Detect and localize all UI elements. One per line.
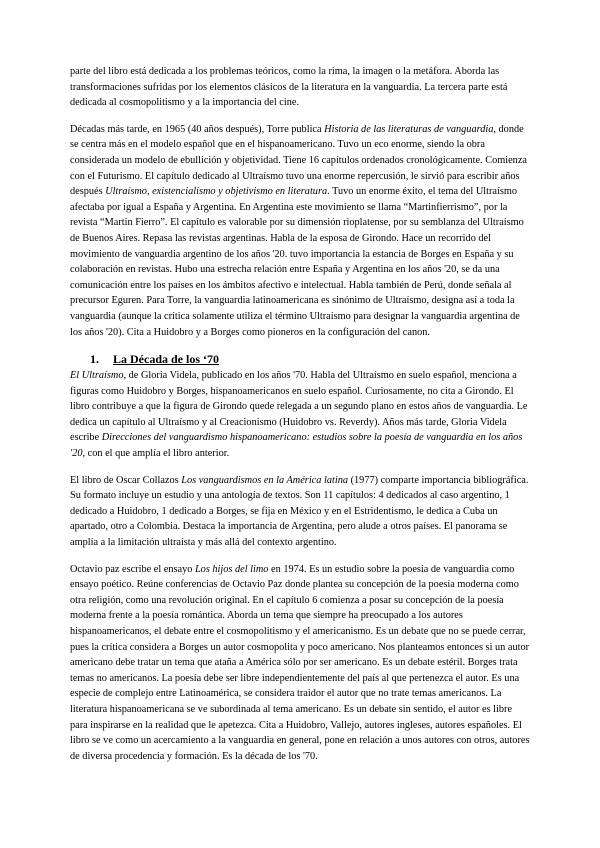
italic-title-text: Historia de las literaturas de vanguardia <box>324 123 494 135</box>
paragraph <box>70 368 530 462</box>
section-number: 1. <box>90 352 99 367</box>
paragraph-text: (1977) comparte importancia bibliográfica. Su formato incluye un estudio y una antología de textos. Son 11 capítulos: 4 dedicados al caso argentino, 1 dedicado a Huidobro, 1 dedicado a Borges, se fija en México y en el Estridentismo, le dedica a Cuba un apartado, otro a Colombia. Destaca la importancia de Argentina, pero alude a otros países. El panorama se amplía a la limitación ultraísta y más allá del contexto argentino. <box>70 474 529 549</box>
section-title: La Década de los ‘70 <box>113 352 219 367</box>
paragraph-text: . Tuvo un enorme éxito, el tema del Ultraísmo afectaba por igual a España y Argentina. En Argentina este movimiento se llama “Martinfierrismo”, por la revista “Martín Fierro”. El capítulo es valorable por su dimensión rioplatense, por su semblanza del Ultraísmo de Buenos Aires. Repasa las revistas argentinas. Habla de la esposa de Girondo. Hace un recorrido del movimiento de vanguardia argentino de los años '20. tuvo importancia la estancia de Borges en España y su colaboración en revistas. Hubo una estrecha relación entre España y Argentina en los años '20, se da una comunicación entre los países en los ámbitos afectivo e intelectual. Habla también de Perú, donde señala al precursor Eguren. Para Torre, la vanguardia latinoamericana es sinónimo de Ultraísmo, designa así a toda la vanguardia (aunque la crítica solamente utiliza el término Ultraísmo para designar la vanguardia argentina de los años '20). Cita a Huidobro y a Borges como pioneros en la configuración del canon. <box>70 186 524 338</box>
paragraph-text: en 1974. Es un estudio sobre la poesía de vanguardia como ensayo poético. Reúne conferencias de Octavio Paz donde plantea su concepción de la poesía moderna como otra religión, como una revolución original. En el capítulo 6 comienza a posar su concepción de la poesía moderna frente a la poesía romántica. Aborda un tema que siempre ha preocupado a los autores hispanoamericanos, el debate entre el cosmopolitismo y el americanismo. Es un debate que no se puede cerrar, pues la crítica considera a Borges un autor cosmopolita y poco americano. Nos planteamos entonces si un autor americano debe tratar un tema que ataña a América sólo por ser americano. Es un debate estéril. Borges trata temas no americanos. La poesía debe ser libre independientemente del país al que pertenezca el autor. Es una especie de complejo entre Latinoamérica, se considera traidor el autor que no trate temas americanos. La literatura hispanoamericana se ve subordinada al tema americano. Es un debate sin sentido, el autor es libre para inspirarse en la realidad que le apetezca. Cita a Huidobro, Vallejo, autores ingleses, autores españoles. El libro se ve como un acercamiento a la vanguardia en general, pone en relación a unos autores con otros, autores de diversa procedencia y formación. Es la década de los '70. <box>70 563 530 762</box>
italic-title-text: El Ultraísmo <box>70 370 124 382</box>
section-paragraphs <box>70 368 530 764</box>
paragraph-text: parte del libro está dedicada a los problemas teóricos, como la rima, la imagen o la metáfora. Aborda las transformaciones sufridas por los elementos clásicos de la literatura en la vanguardia. La tercera parte está dedicada al cosmopolitismo y a la importancia del cine. <box>70 66 508 109</box>
paragraph-text: , donde se centra más en el modelo español que en el hispanoamericano. Tuvo un eco enorme, siendo la obra considerada un modelo de ebullición y objetividad. Tiene 16 capítulos ordenados cronológicamente. Comienza con el Futurismo. El capítulo dedicado al Ultraísmo tuvo una enorme repercusión, le sirvió para escribir años después <box>70 123 527 198</box>
paragraph-text: El libro de Oscar Collazos <box>70 474 182 486</box>
paragraph-text: , de Gloria Videla, publicado en los años '70. Habla del Ultraísmo en suelo español, menciona a figuras como Huidobro y Borges, hispanoamericanos en suelo español. Curiosamente, no cita a Girondo. El libro contribuye a que la figura de Girondo quede relegada a un segundo plano en estos años de vanguardia. Le dedica un capítulo al Ultraísmo y al Creacionismo (Huidobro vs. Reverdy). Años más tarde, Gloria Videla escribe <box>70 370 528 444</box>
paragraph <box>70 562 530 765</box>
paragraph-text: Octavio paz escribe el ensayo <box>70 563 195 575</box>
section-heading <box>90 351 530 367</box>
paragraph <box>70 473 530 551</box>
italic-title-text: Ultraísmo, existencialismo y objetivismo en literatura <box>105 186 328 198</box>
paragraph-text: Décadas más tarde, en 1965 (40 años después), Torre publica <box>70 123 325 135</box>
intro-paragraphs <box>70 64 530 340</box>
italic-title-text: Los hijos del limo <box>194 563 269 575</box>
paragraph <box>70 64 530 111</box>
paragraph-text: , con el que amplía el libro anterior. <box>82 448 230 460</box>
italic-title-text: Los vanguardismos en la América latina <box>181 474 349 486</box>
italic-title-text: Direcciones del vanguardismo hispanoamericano: estudios sobre la poesía de vanguardia en los años '20 <box>70 432 523 460</box>
paragraph <box>70 122 530 340</box>
